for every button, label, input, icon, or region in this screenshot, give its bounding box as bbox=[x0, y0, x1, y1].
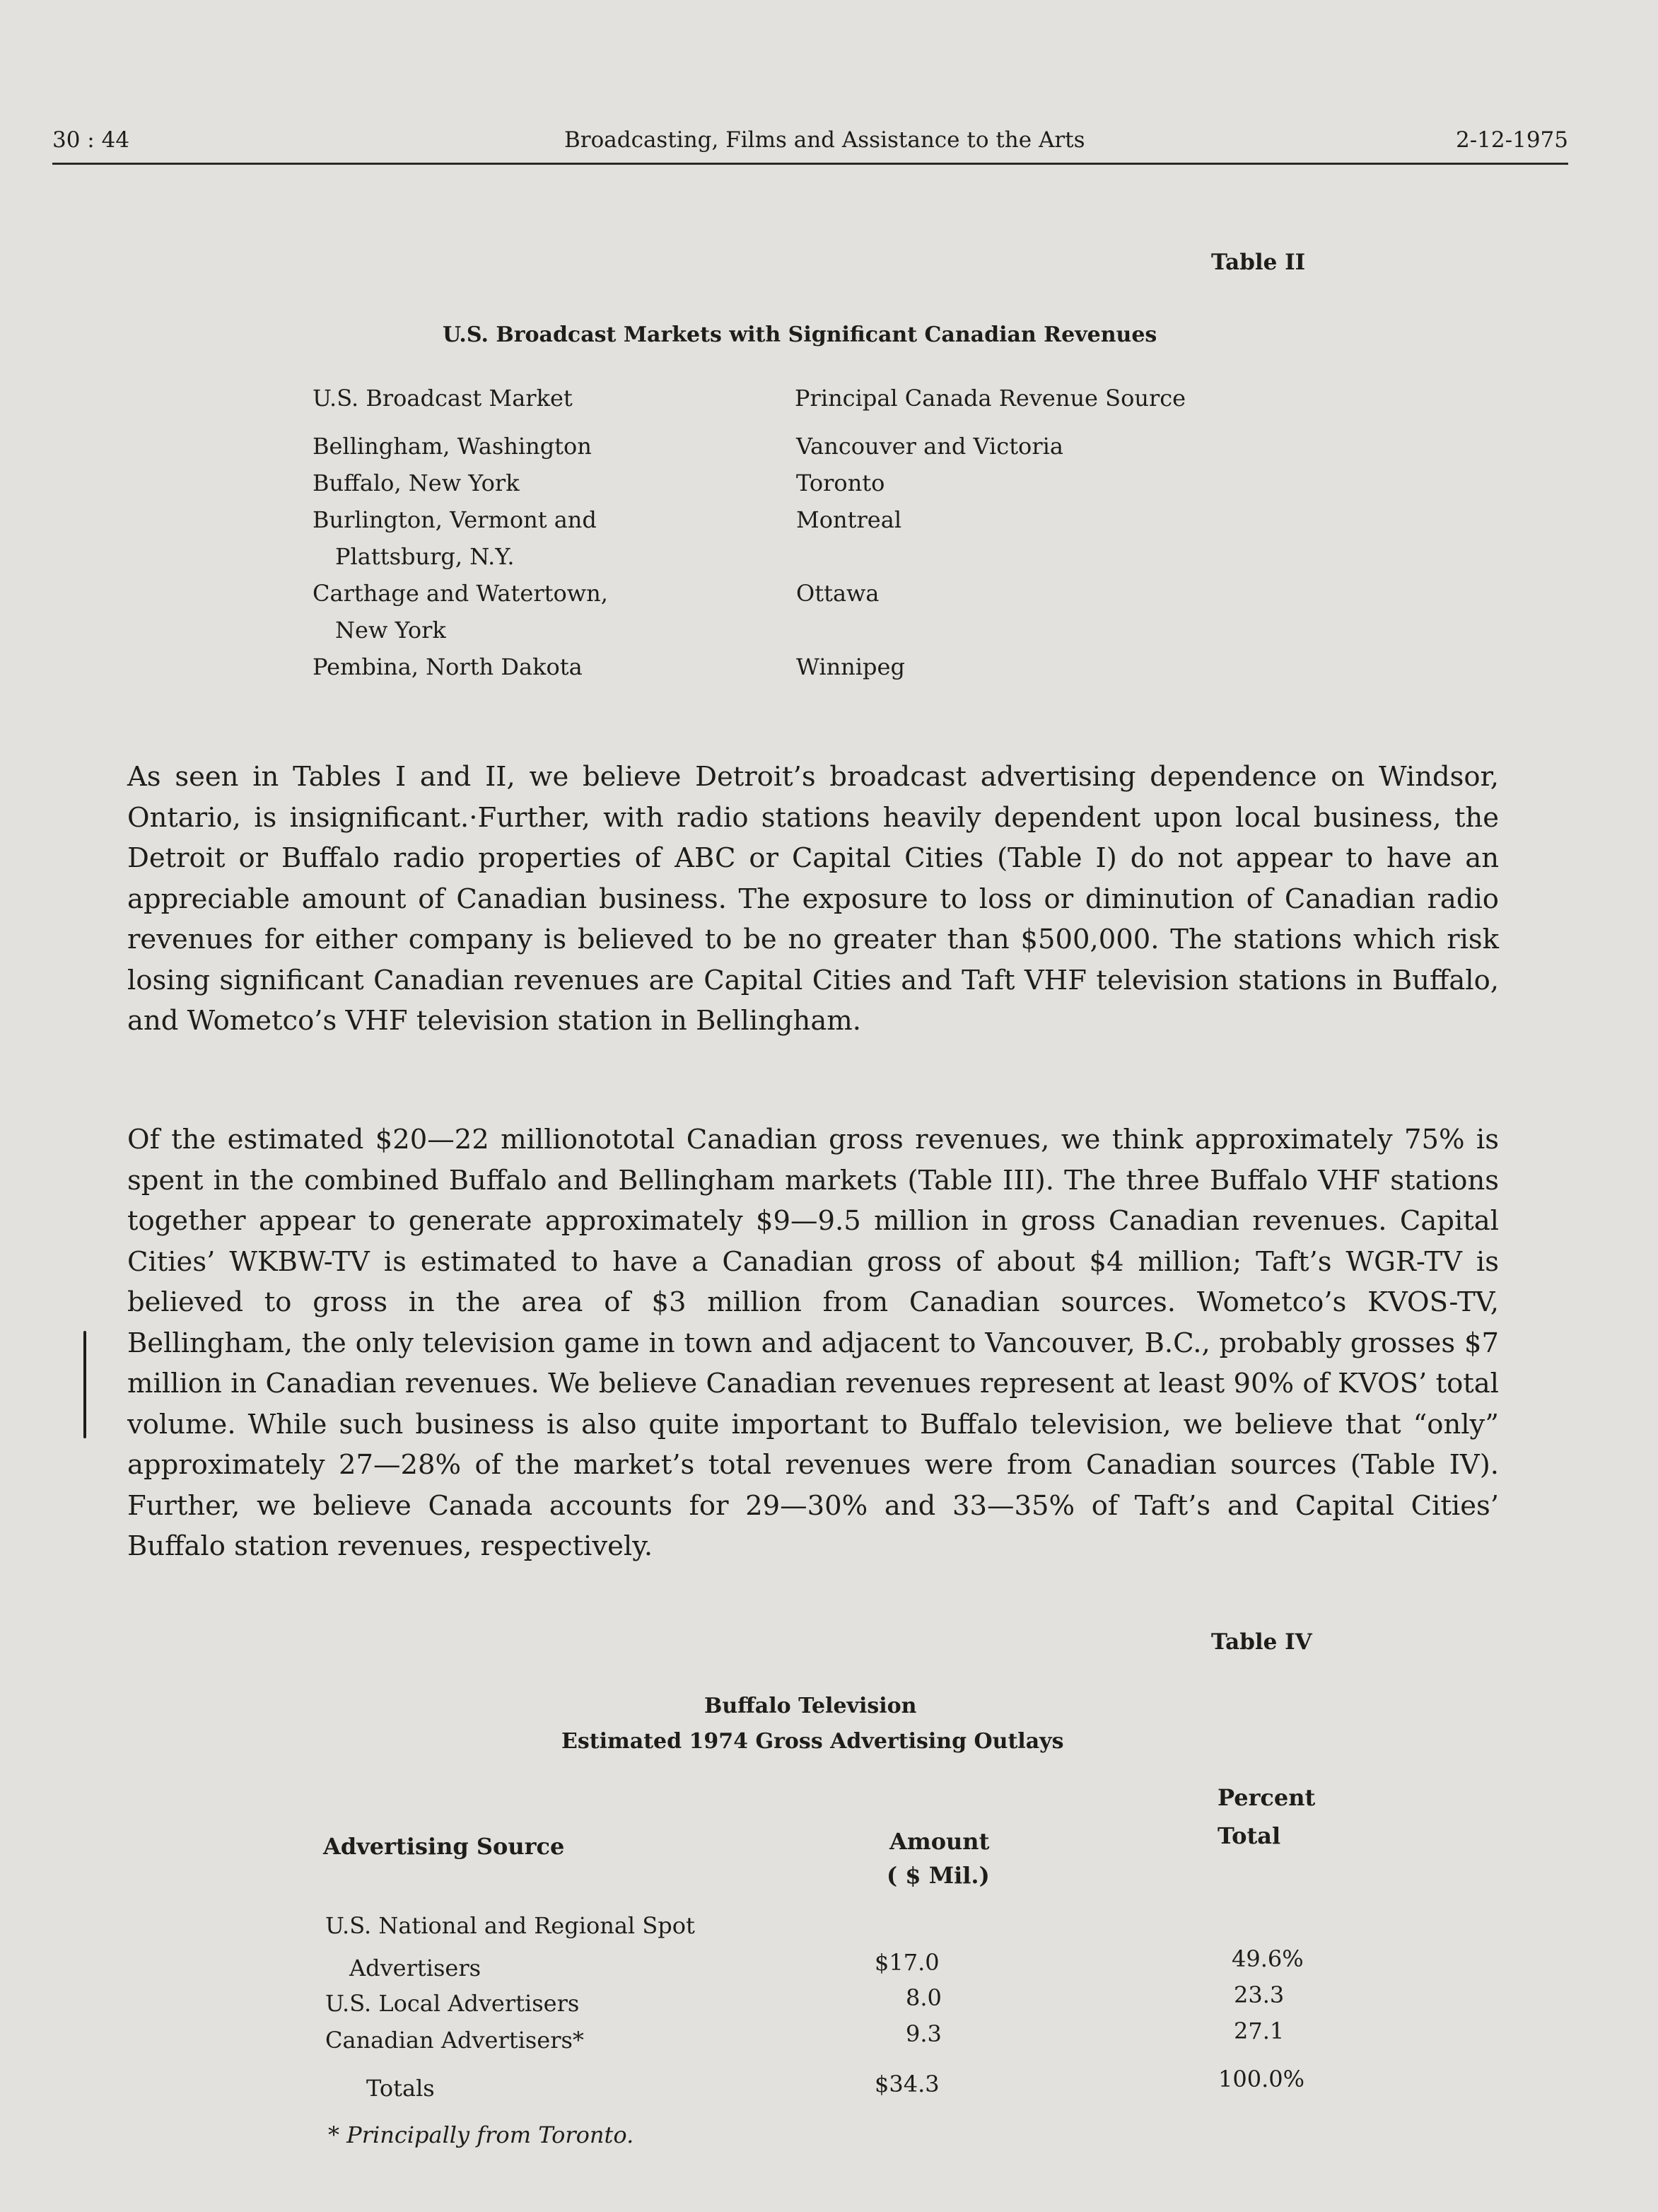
running-title: Broadcasting, Films and Assistance to the Arts bbox=[564, 127, 1085, 153]
table-ii-header-source: Principal Canada Revenue Source bbox=[795, 385, 1186, 412]
table-row-market: Bellingham, Washington bbox=[313, 433, 592, 460]
table-iv-title: Buffalo Television bbox=[704, 1694, 917, 1718]
table-footnote: * Principally from Toronto. bbox=[328, 2121, 634, 2148]
table-totals-percent: 100.0% bbox=[1218, 2066, 1305, 2092]
table-row-source-cont: Advertisers bbox=[349, 1955, 481, 1981]
table-row-source: Vancouver and Victoria bbox=[796, 433, 1063, 460]
table-row-market: Burlington, Vermont and bbox=[313, 506, 597, 533]
table-row-source: U.S. National and Regional Spot bbox=[325, 1912, 695, 1939]
table-row-amount: $17.0 bbox=[875, 1949, 940, 1976]
table-row-source: Toronto bbox=[796, 470, 885, 496]
table-iv-header-percent: Percent bbox=[1218, 1784, 1316, 1811]
table-row-market-cont: Plattsburg, N.Y. bbox=[335, 543, 515, 570]
table-row-source: Montreal bbox=[796, 506, 902, 533]
table-row-source: Ottawa bbox=[796, 580, 880, 607]
table-row-market: Carthage and Watertown, bbox=[313, 580, 608, 607]
table-row-source: U.S. Local Advertisers bbox=[325, 1990, 580, 2017]
table-iv-header-source: Advertising Source bbox=[323, 1833, 565, 1860]
table-ii-header-market: U.S. Broadcast Market bbox=[313, 385, 573, 412]
table-row-percent: 27.1 bbox=[1234, 2018, 1285, 2044]
table-row-percent: 23.3 bbox=[1234, 1981, 1285, 2008]
table-iv-header-total: Total bbox=[1218, 1822, 1281, 1849]
table-row-amount: 8.0 bbox=[906, 1984, 942, 2011]
table-row-market: Buffalo, New York bbox=[313, 470, 520, 496]
table-totals-label: Totals bbox=[366, 2075, 435, 2102]
table-ii-label: Table II bbox=[1211, 250, 1306, 275]
table-iv-label: Table IV bbox=[1211, 1629, 1312, 1655]
body-paragraph: As seen in Tables I and II, we believe Detroit’s broadcast advertising dependence on Windsor, Ontario, is insignificant.·Further, with radio stations heavily dependent upon local business, the Detroit or Buffalo radio properties of ABC or Capital Cities (Table I) do not appear to have an appreciable amount of Canadian business. The exposure to loss or diminution of Canadian radio revenues for either company is believed to be no greater than $500,000. The stations which risk losing significant Canadian revenues are Capital Cities and Taft VHF television stations in Buffalo, and Wometco’s VHF television station in Bellingham. bbox=[127, 761, 1499, 1037]
table-iv-header-amount: Amount bbox=[889, 1828, 990, 1855]
margin-mark bbox=[83, 1331, 86, 1438]
table-iv-header-amount-unit: ( $ Mil.) bbox=[887, 1862, 990, 1889]
header-rule bbox=[52, 163, 1568, 165]
body-paragraph: Of the estimated $20—22 millionototal Canadian gross revenues, we think approximately 75% is spent in the combined Buffalo and Bellingham markets (Table III). The three Buffalo VHF stations together appear to generate approximately $9—9.5 million in gross Canadian revenues. Capital Cities’ WKBW-TV is estimated to have a Canadian gross of about $4 million; Taft’s WGR-TV is believed to gross in the area of $3 million from Canadian sources. Wometco’s KVOS-TV, Bellingham, the only television game in town and adjacent to Vancouver, B.C., probably grosses $7 million in Canadian revenues. We believe Canadian revenues represent at least 90% of KVOS’ total volume. While such business is also quite important to Buffalo television, we believe that “only” approximately 27—28% of the market’s total revenues were from Canadian sources (Table IV). Further, we believe Canada accounts for 29—30% and 33—35% of Taft’s and Capital Cities’ Buffalo station revenues, respectively. bbox=[127, 1124, 1499, 1562]
header-date: 2-12-1975 bbox=[1455, 127, 1568, 153]
table-row-percent: 49.6% bbox=[1232, 1945, 1304, 1972]
table-row-market: Pembina, North Dakota bbox=[313, 653, 583, 680]
table-row-amount: 9.3 bbox=[906, 2020, 942, 2047]
table-row-source: Canadian Advertisers* bbox=[325, 2027, 584, 2054]
table-row-market-cont: New York bbox=[335, 617, 446, 644]
table-iv-subtitle: Estimated 1974 Gross Advertising Outlays bbox=[561, 1729, 1064, 1754]
table-row-source: Winnipeg bbox=[796, 653, 905, 680]
table-totals-amount: $34.3 bbox=[875, 2071, 940, 2097]
table-ii-title: U.S. Broadcast Markets with Significant Canadian Revenues bbox=[443, 322, 1157, 347]
page-number: 30 : 44 bbox=[52, 127, 130, 153]
